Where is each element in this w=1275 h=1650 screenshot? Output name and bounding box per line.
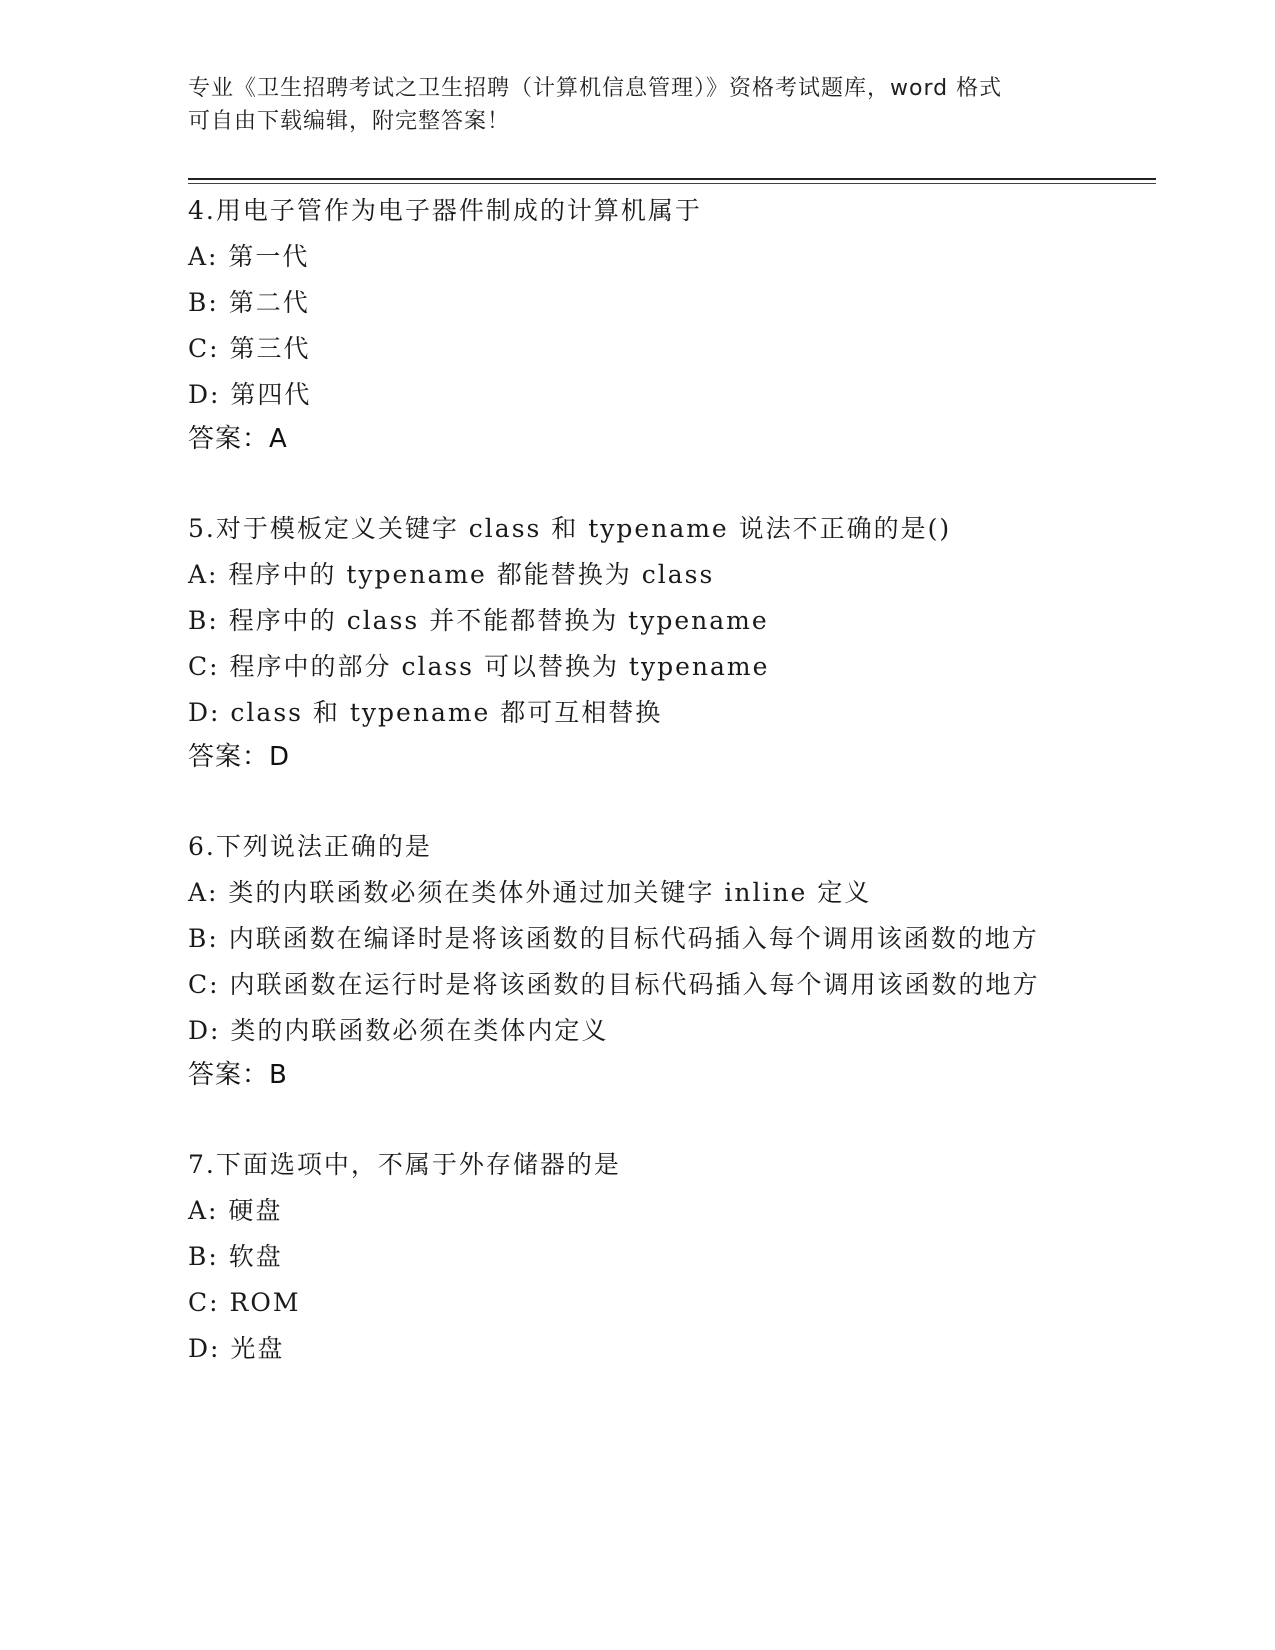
- question-list: [188, 188, 1078, 1418]
- document-header: [188, 72, 1088, 138]
- option-c: C: ROM: [188, 1288, 301, 1317]
- option-d: D: 类的内联函数必须在类体内定义: [188, 1016, 609, 1045]
- question-4: [188, 188, 1078, 460]
- header-divider-thin: [188, 183, 1156, 184]
- option-a: A: 类的内联函数必须在类体外通过加关键字 inline 定义: [188, 878, 872, 907]
- question-6: [188, 824, 1078, 1096]
- answer-label: 答案：B: [188, 1060, 288, 1090]
- option-c: C: 内联函数在运行时是将该函数的目标代码插入每个调用该函数的地方: [188, 970, 1040, 999]
- option-a: A: 硬盘: [188, 1196, 283, 1225]
- option-c: C: 程序中的部分 class 可以替换为 typename: [188, 652, 770, 681]
- option-c: C: 第三代: [188, 334, 311, 363]
- option-d: D: 光盘: [188, 1334, 285, 1363]
- answer-label: 答案：A: [188, 424, 288, 454]
- question-stem: 4.用电子管作为电子器件制成的计算机属于: [188, 196, 702, 225]
- answer-label: 答案：D: [188, 742, 291, 772]
- option-b: B: 第二代: [188, 288, 310, 317]
- option-b: B: 内联函数在编译时是将该函数的目标代码插入每个调用该函数的地方: [188, 924, 1039, 953]
- question-7: [188, 1142, 1078, 1372]
- header-line-2: 可自由下载编辑，附完整答案！: [188, 109, 511, 134]
- question-5: [188, 506, 1078, 778]
- header-line-1: 专业《卫生招聘考试之卫生招聘（计算机信息管理）》资格考试题库，word 格式: [188, 76, 1003, 101]
- question-stem: 5.对于模板定义关键字 class 和 typename 说法不正确的是(): [188, 514, 952, 543]
- header-divider: [188, 178, 1156, 180]
- option-d: D: class 和 typename 都可互相替换: [188, 698, 663, 727]
- option-b: B: 软盘: [188, 1242, 283, 1271]
- option-a: A: 第一代: [188, 242, 310, 271]
- option-b: B: 程序中的 class 并不能都替换为 typename: [188, 606, 769, 635]
- option-d: D: 第四代: [188, 380, 312, 409]
- option-a: A: 程序中的 typename 都能替换为 class: [188, 560, 715, 589]
- question-stem: 6.下列说法正确的是: [188, 832, 432, 861]
- question-stem: 7.下面选项中，不属于外存储器的是: [188, 1150, 621, 1179]
